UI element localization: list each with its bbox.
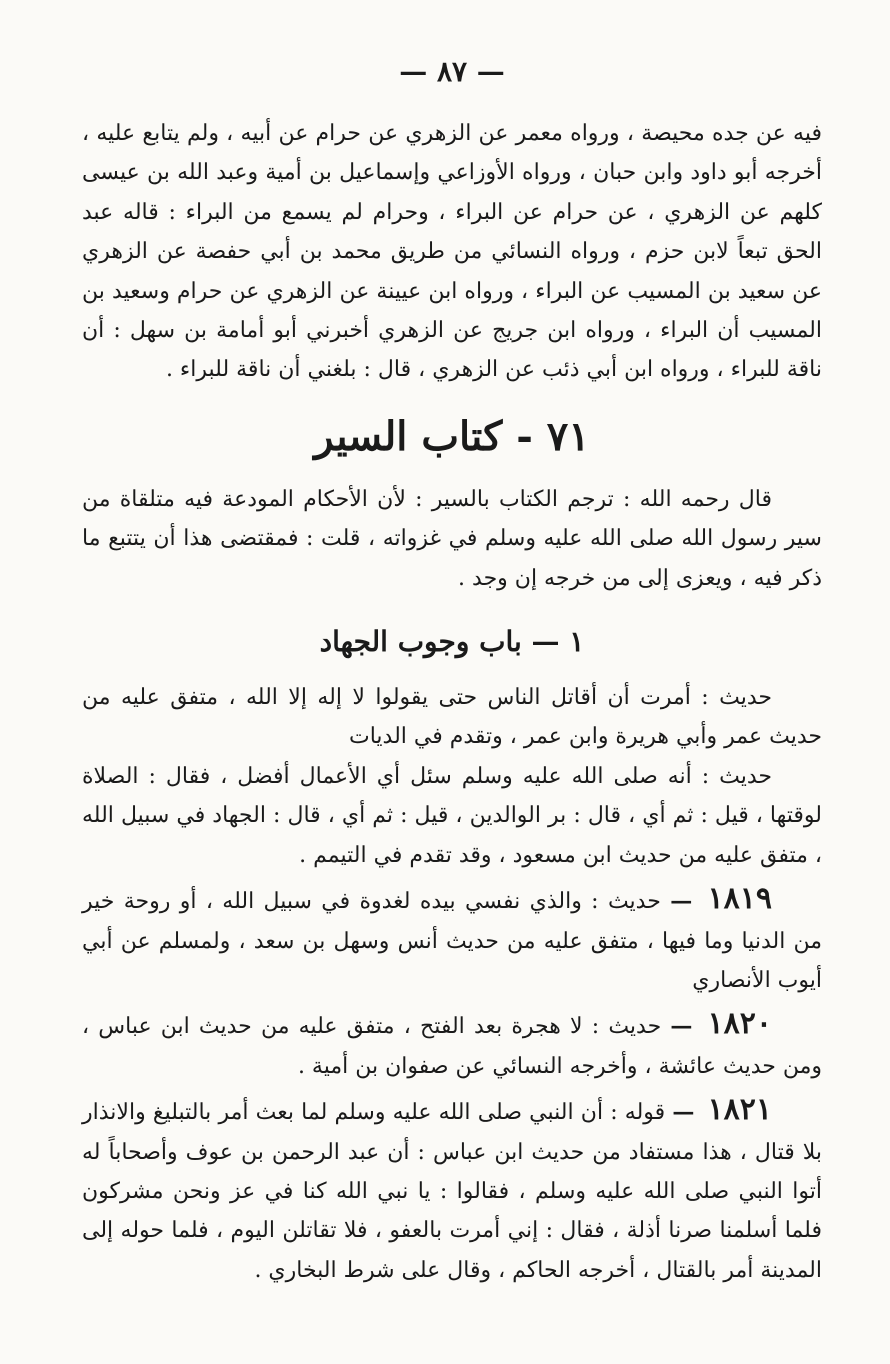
hadith-paragraph-2: حديث : أنه صلى الله عليه وسلم سئل أي الأعمال أفضل ، فقال : الصلاة لوقتها ، قيل : ثم أي ، قال : بر الوالدين ، قيل : ثم أي ، قال : الجهاد في سبيل الله ، متفق عليه من حديث ابن مسعود ، وقد تقدم في التيمم .	[82, 763, 822, 868]
page-number: — ٨٧ —	[399, 55, 505, 88]
entry-text: قوله : أن النبي صلى الله عليه وسلم لما بعث أمر بالتبليغ والانذار بلا قتال ، هذا مستفاد من حديث ابن عباس : أن عبد الرحمن بن عوف وأصحاباً له أتوا النبي صلى الله عليه وسلم ، فقالوا : يا نبي الله كنا في عز ونحن مشركون فلما أسلمنا صرنا أذلة ، فقال : إني أمرت بالعفو ، فلا تقاتلن اليوم ، فلما حوله إلى المدينة أمر بالقتال ، أخرجه الحاكم ، وقال على شرط البخاري .	[82, 1100, 822, 1283]
intro-paragraph: فيه عن جده محيصة ، ورواه معمر عن الزهري عن حرام عن أبيه ، ولم يتابع عليه ، أخرجه أبو داود وابن حبان ، ورواه الأوزاعي وإسماعيل بن أمية وعبد الله بن عيسى كلهم عن الزهري ، عن حرام عن البراء ، وحرام لم يسمع من البراء : قاله عبد الحق تبعاً لابن حزم ، ورواه النسائي من طريق محمد بن أبي حفصة عن الزهري عن سعيد بن المسيب عن البراء ، ورواه ابن عيينة عن الزهري عن حرام وسعيد بن المسيب أن البراء ، ورواه ابن جريج عن الزهري أخبرني أبو أمامة بن سهل : أن ناقة للبراء ، ورواه ابن أبي ذئب عن الزهري ، قال : بلغني أن ناقة للبراء .	[82, 121, 822, 383]
document-page	[82, 52, 822, 1290]
book-intro-paragraph: قال رحمه الله : ترجم الكتاب بالسير : لأن الأحكام المودعة فيه متلقاة من سير رسول الله صلى الله عليه وسلم في غزواته ، قلت : فمقتضى هذا أن يتتبع ما ذكر فيه ، ويعزى إلى من خرجه إن وجد .	[82, 486, 822, 591]
hadith-entry-1821	[82, 1090, 822, 1290]
entry-number: ١٨١٩	[707, 881, 772, 917]
entry-dash: —	[670, 1013, 693, 1040]
entry-dash: —	[670, 888, 693, 915]
entry-text: حديث : لا هجرة بعد الفتح ، متفق عليه من حديث ابن عباس ، ومن حديث عائشة ، وأخرجه النسائي عن صفوان بن أمية .	[82, 1014, 822, 1079]
book-title: ٧١ - كتاب السير	[314, 412, 590, 460]
chapter-title: ١ — باب وجوب الجهاد	[319, 625, 585, 659]
hadith-entry-1819	[82, 879, 822, 1000]
entry-dash: —	[672, 1099, 695, 1126]
entry-number: ١٨٢٠	[707, 1006, 772, 1042]
entry-text: حديث : والذي نفسي بيده لغدوة في سبيل الله ، أو روحة خير من الدنيا وما فيها ، متفق عليه من حديث أنس وسهل بن سعد ، ولمسلم عن أبي أيوب الأنصاري	[82, 889, 822, 993]
hadith-entry-1820	[82, 1004, 822, 1086]
hadith-paragraph-1: حديث : أمرت أن أقاتل الناس حتى يقولوا لا إله إلا الله ، متفق عليه من حديث عمر وأبي هريرة وابن عمر ، وتقدم في الديات	[82, 685, 822, 750]
entry-number: ١٨٢١	[707, 1092, 772, 1128]
